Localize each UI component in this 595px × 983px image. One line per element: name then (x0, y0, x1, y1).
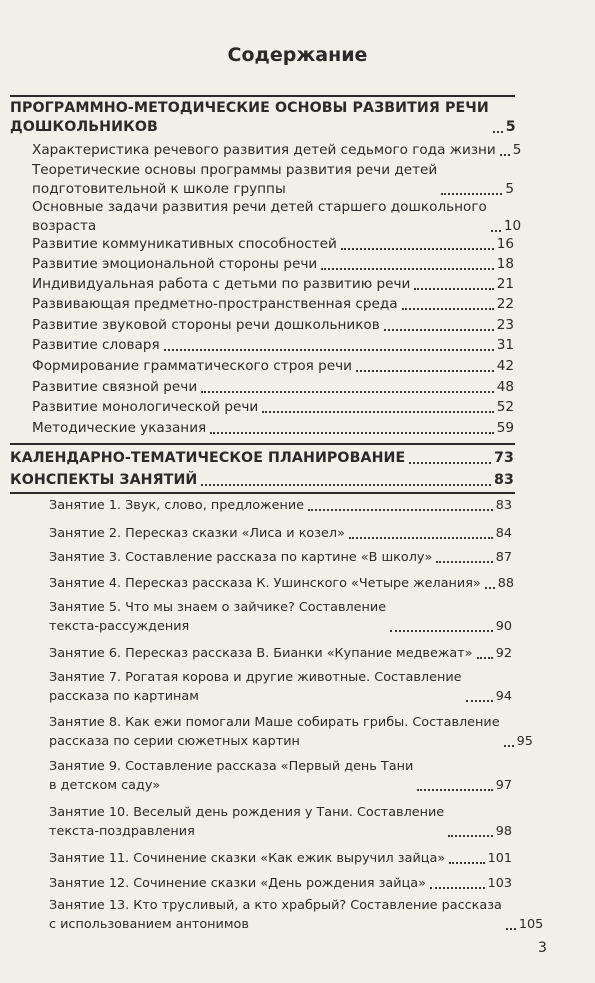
toc-page-number: 5 (505, 181, 514, 197)
toc-lesson[interactable] (49, 524, 512, 543)
toc-lesson-title: Занятие 4. Пересказ рассказа К. Ушинского «Четыре желания» (49, 576, 481, 591)
toc-subsection[interactable] (32, 255, 514, 274)
dot-leader (485, 586, 495, 589)
toc-page-number: 95 (516, 734, 533, 749)
dot-leader (341, 247, 494, 250)
dot-leader (402, 307, 494, 310)
toc-page-number: 92 (495, 646, 512, 661)
toc-lesson-title: Занятие 2. Пересказ сказки «Лиса и козел» (49, 526, 345, 541)
toc-page-number: 84 (495, 526, 512, 541)
toc-lesson[interactable] (49, 874, 512, 893)
section-rule (10, 443, 515, 445)
toc-subsection-title: Основные задачи развития речи детей старшего дошкольного (32, 199, 487, 215)
toc-lesson[interactable] (49, 598, 512, 636)
toc-lesson-title: Занятие 6. Пересказ рассказа В. Бианки «Купание медвежат» (49, 646, 473, 661)
dot-leader (448, 834, 493, 837)
dot-leader (321, 267, 493, 270)
dot-leader (164, 348, 494, 351)
toc-lesson[interactable] (49, 713, 533, 751)
dot-leader (349, 536, 493, 539)
toc-subsection-title: Методические указания (32, 420, 207, 436)
toc-page-number: 21 (496, 276, 514, 292)
toc-page-number: 22 (496, 296, 514, 312)
dot-leader (414, 287, 493, 290)
toc-lesson[interactable] (49, 803, 512, 841)
dot-leader (466, 699, 493, 702)
toc-subsection-title: Теоретические основы программы развития речи детей (32, 162, 438, 178)
dot-leader (441, 192, 502, 195)
toc-lesson-title: Занятие 3. Составление рассказа по картине «В школу» (49, 550, 433, 565)
toc-page-number: 98 (495, 824, 512, 839)
toc-subsection-title: Развитие коммуникативных способностей (32, 236, 337, 252)
toc-subsection[interactable] (32, 235, 514, 254)
toc-page-number: 5 (512, 142, 522, 158)
toc-subsection[interactable] (32, 398, 514, 417)
toc-subsection-title: Развитие звуковой стороны речи дошкольников (32, 317, 380, 333)
dot-leader (210, 431, 493, 434)
toc-page-number: 59 (496, 420, 514, 436)
toc-subsection[interactable] (32, 357, 514, 376)
section-rule (10, 492, 515, 494)
toc-subsection-title: Развивающая предметно-пространственная среда (32, 296, 398, 312)
toc-lesson[interactable] (49, 849, 512, 868)
toc-lesson-title: текста-рассуждения (49, 619, 190, 634)
toc-page-number: 83 (495, 498, 512, 513)
toc-subsection[interactable] (32, 198, 522, 236)
toc-subsection[interactable] (32, 419, 514, 438)
toc-page-number: 16 (496, 236, 514, 252)
toc-subsection-title: Развитие словаря (32, 337, 160, 353)
toc-page-number: 88 (497, 576, 515, 591)
toc-subsection-title: Индивидуальная работа с детьми по развитию речи (32, 276, 411, 292)
toc-subsection-title: подготовительной к школе группы (32, 181, 286, 197)
toc-subsection-title: Развитие монологической речи (32, 399, 259, 415)
toc-lesson-title: с использованием антонимов (49, 917, 249, 932)
dot-leader (493, 130, 503, 133)
toc-section-title: ПРОГРАММНО-МЕТОДИЧЕСКИЕ ОСНОВЫ РАЗВИТИЯ РЕЧИ ДОШКОЛЬНИКОВ (10, 100, 489, 135)
toc-lesson[interactable] (49, 548, 512, 567)
toc-page-number: 73 (494, 450, 514, 466)
toc-page-number: 23 (496, 317, 514, 333)
toc-lesson-title: Занятие 10. Веселый день рождения у Тани. Составление (49, 805, 445, 820)
toc-lesson[interactable] (49, 644, 512, 663)
dot-leader (201, 483, 491, 486)
dot-leader (436, 560, 492, 563)
toc-page-number: 90 (495, 619, 512, 634)
toc-page-number: 5 (505, 119, 516, 135)
dot-leader (506, 927, 516, 930)
page-title: Содержание (227, 44, 368, 66)
toc-section-title: КОНСПЕКТЫ ЗАНЯТИЙ (10, 472, 198, 488)
toc-page-number: 52 (496, 399, 514, 415)
toc-subsection-title: возраста (32, 218, 97, 234)
toc-subsection[interactable] (32, 336, 514, 355)
toc-lesson-title: Занятие 11. Сочинение сказки «Как ежик выручил зайца» (49, 851, 446, 866)
toc-lesson[interactable] (49, 757, 512, 795)
toc-lesson-title: рассказа по картинам (49, 689, 199, 704)
toc-subsection-title: Формирование грамматического строя речи (32, 358, 352, 374)
toc-lesson-title: рассказа по серии сюжетных картин (49, 734, 300, 749)
toc-subsection[interactable] (32, 275, 514, 294)
page-number: 3 (538, 940, 547, 956)
toc-subsection-title: Развитие связной речи (32, 379, 198, 395)
toc-lesson-title: Занятие 5. Что мы знаем о зайчике? Составление (49, 600, 387, 615)
toc-lesson[interactable] (49, 574, 515, 593)
toc-subsection-title: Характеристика речевого развития детей седьмого года жизни (32, 142, 496, 158)
dot-leader (384, 328, 494, 331)
toc-lesson-title: Занятие 13. Кто трусливый, а кто храбрый? Составление рассказа (49, 898, 502, 913)
toc-page-number: 48 (496, 379, 514, 395)
dot-leader (500, 153, 510, 156)
toc-lesson-title: Занятие 8. Как ежи помогали Маше собирать грибы. Составление (49, 715, 500, 730)
toc-subsection[interactable] (32, 141, 522, 160)
toc-page-number: 87 (495, 550, 512, 565)
dot-leader (390, 629, 493, 632)
toc-subsection[interactable] (32, 378, 514, 397)
toc-page-number: 31 (496, 337, 514, 353)
toc-lesson-title: Занятие 12. Сочинение сказки «День рождения зайца» (49, 876, 426, 891)
toc-subsection[interactable] (32, 316, 514, 335)
toc-section[interactable] (10, 471, 514, 490)
dot-leader (409, 461, 491, 464)
toc-subsection-title: Развитие эмоциональной стороны речи (32, 256, 318, 272)
toc-page-number: 94 (495, 689, 512, 704)
toc-subsection[interactable] (32, 295, 514, 314)
toc-lesson-title: Занятие 1. Звук, слово, предложение (49, 498, 305, 513)
toc-page-number: 10 (503, 218, 522, 234)
toc-page-number: 105 (518, 917, 544, 932)
toc-section[interactable] (10, 449, 514, 468)
dot-leader (491, 229, 501, 232)
dot-leader (430, 886, 485, 889)
toc-page-number: 18 (496, 256, 514, 272)
toc-lesson[interactable] (49, 896, 544, 934)
toc-lesson-title: в детском саду» (49, 778, 161, 793)
toc-lesson-title: текста-поздравления (49, 824, 195, 839)
dot-leader (449, 861, 484, 864)
toc-section[interactable] (10, 99, 514, 137)
dot-leader (504, 744, 514, 747)
toc-page-number: 97 (495, 778, 512, 793)
toc-page-number: 42 (496, 358, 514, 374)
dot-leader (308, 508, 493, 511)
toc-lesson[interactable] (49, 496, 512, 515)
toc-page-number: 101 (487, 851, 512, 866)
toc-lesson[interactable] (49, 668, 512, 706)
dot-leader (201, 390, 494, 393)
section-rule (10, 95, 515, 97)
toc-page-number: 83 (494, 472, 514, 488)
dot-leader (262, 410, 493, 413)
toc-section-title: КАЛЕНДАРНО-ТЕМАТИЧЕСКОЕ ПЛАНИРОВАНИЕ (10, 450, 406, 466)
dot-leader (417, 788, 492, 791)
toc-page-number: 103 (487, 876, 512, 891)
toc-lesson-title: Занятие 9. Составление рассказа «Первый день Тани (49, 759, 414, 774)
dot-leader (477, 656, 493, 659)
toc-subsection[interactable] (32, 161, 514, 199)
toc-lesson-title: Занятие 7. Рогатая корова и другие животные. Составление (49, 670, 462, 685)
dot-leader (356, 369, 494, 372)
